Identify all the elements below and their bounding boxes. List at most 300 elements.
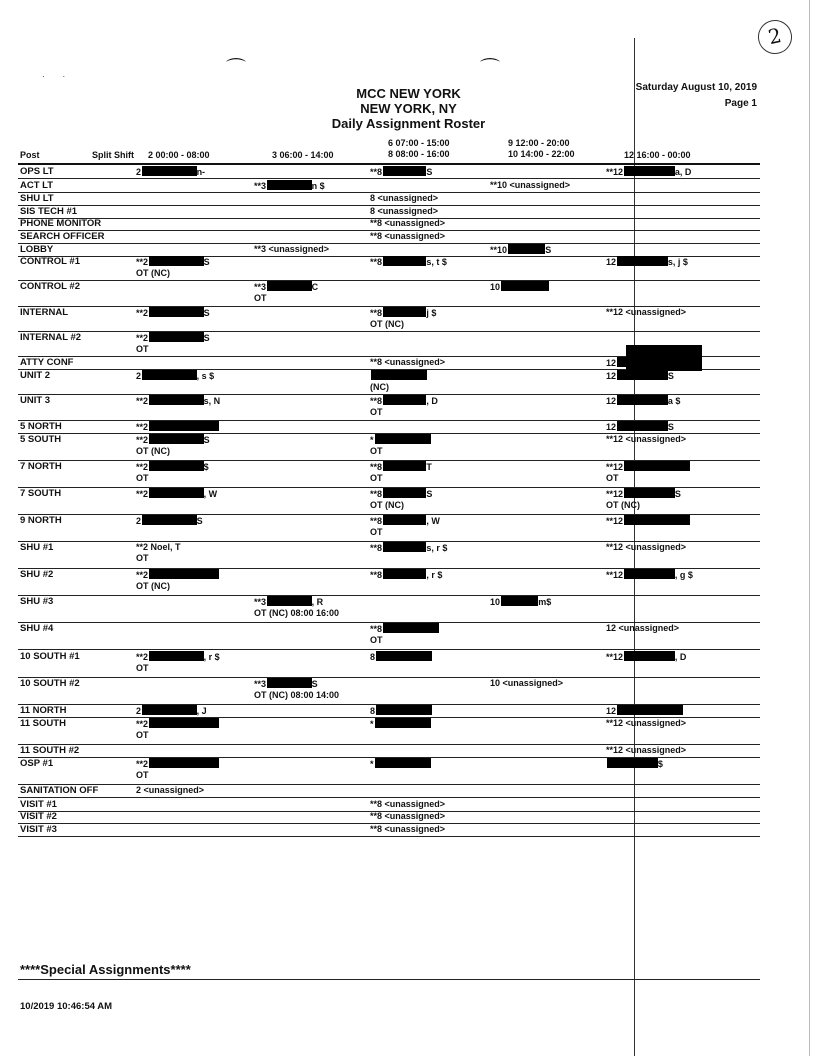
post-name: LOBBY — [20, 244, 54, 255]
table-row — [18, 651, 760, 678]
shift-cell-c12 — [606, 758, 663, 769]
redaction-block — [617, 256, 668, 266]
shift-note: OT — [370, 407, 383, 417]
shift-cell-c12 — [606, 542, 686, 552]
shift-prefix: 10 — [490, 282, 501, 292]
shift-cell-c2 — [136, 461, 209, 483]
shift-cell-c8 — [370, 357, 445, 367]
page-number: Page 1 — [724, 98, 757, 109]
redaction-block — [383, 488, 426, 498]
redaction-block — [267, 596, 312, 606]
table-row — [18, 542, 760, 569]
post-name: INTERNAL #2 — [20, 332, 82, 343]
shift-cell-c12 — [606, 705, 683, 716]
special-assignments-heading: ****Special Assignments**** — [20, 962, 191, 977]
table-row — [18, 718, 760, 745]
shift-prefix: 2 — [136, 167, 142, 177]
shift-cell-c2 — [136, 542, 181, 563]
redaction-block — [376, 705, 432, 715]
post-name: CONTROL #1 — [20, 256, 81, 267]
shift-prefix: 2 — [136, 371, 142, 381]
shift-prefix: 2 — [136, 706, 142, 716]
table-row — [18, 596, 760, 623]
shift-suffix: S — [667, 371, 674, 381]
col-shift-2: 2 00:00 - 08:00 — [148, 150, 210, 160]
shift-suffix: S — [203, 257, 210, 267]
shift-prefix: **12 <unassigned> — [606, 307, 687, 317]
shift-prefix: **8 — [370, 570, 383, 580]
shift-cell-c2 — [136, 307, 210, 318]
post-name: CONTROL #2 — [20, 281, 81, 292]
redaction-block — [267, 281, 312, 291]
shift-cell-c10 — [490, 596, 551, 607]
redaction-block — [501, 596, 538, 606]
post-name: SHU #4 — [20, 623, 54, 634]
redaction-block — [149, 569, 219, 579]
scan-dots: · · — [42, 72, 66, 81]
shift-cell-c2 — [136, 718, 219, 740]
post-name: VISIT #2 — [20, 811, 57, 822]
shift-cell-c8 — [370, 231, 445, 241]
post-name: ACT LT — [20, 180, 54, 191]
shift-cell-c12 — [606, 515, 690, 526]
redaction-block — [142, 705, 197, 715]
shift-prefix: **3 — [254, 181, 267, 191]
post-name: SIS TECH #1 — [20, 206, 78, 217]
shift-prefix: **12 — [606, 516, 624, 526]
redaction-block — [149, 434, 204, 444]
shift-prefix: **12 <unassigned> — [606, 718, 687, 728]
shift-cell-c8 — [370, 307, 436, 329]
shift-cell-c12 — [606, 434, 686, 444]
shift-note: OT (NC) — [136, 268, 170, 278]
shift-prefix: **8 — [370, 516, 383, 526]
shift-suffix: , r $ — [203, 652, 220, 662]
redaction-block — [267, 180, 312, 190]
redaction-block — [142, 515, 197, 525]
redaction-block — [149, 256, 204, 266]
shift-note: (NC) — [370, 382, 389, 392]
redaction-block — [149, 461, 204, 471]
post-name: SEARCH OFFICER — [20, 231, 105, 242]
shift-prefix: 12 <unassigned> — [606, 623, 680, 633]
shift-cell-c12 — [606, 421, 674, 432]
table-row — [18, 488, 760, 515]
shift-prefix: 12 — [606, 257, 617, 267]
shift-prefix: **8 <unassigned> — [370, 357, 446, 367]
shift-prefix: **2 — [136, 396, 149, 406]
post-name: VISIT #3 — [20, 824, 57, 835]
redaction-block — [624, 651, 675, 661]
post-name: SHU #1 — [20, 542, 54, 553]
shift-cell-c8 — [370, 651, 432, 662]
table-row — [18, 623, 760, 650]
post-name: SANITATION OFF — [20, 785, 99, 796]
table-row — [18, 569, 760, 596]
shift-cell-c12 — [606, 718, 686, 728]
redaction-block — [375, 718, 431, 728]
shift-prefix: 8 — [370, 706, 376, 716]
post-name: SHU #3 — [20, 596, 54, 607]
shift-suffix: S — [203, 308, 210, 318]
col-shift-8: 8 08:00 - 16:00 — [388, 149, 450, 159]
redaction-block — [624, 166, 675, 176]
shift-cell-c12 — [606, 488, 681, 510]
shift-note: OT (NC) — [370, 319, 404, 329]
shift-prefix: 12 — [606, 358, 617, 368]
shift-prefix: **8 — [370, 624, 383, 634]
col-shift-9: 9 12:00 - 20:00 — [508, 138, 570, 148]
shift-cell-c8 — [370, 256, 447, 267]
table-row — [18, 758, 760, 785]
shift-prefix: **12 — [606, 489, 624, 499]
redaction-block — [383, 569, 426, 579]
redaction-block — [383, 623, 439, 633]
table-row — [18, 434, 760, 461]
print-timestamp: 10/2019 10:46:54 AM — [20, 1001, 113, 1012]
shift-note: OT (NC) 08:00 16:00 — [254, 608, 340, 618]
shift-prefix: **12 — [606, 652, 624, 662]
shift-prefix: **8 <unassigned> — [370, 799, 446, 809]
redaction-block — [617, 705, 683, 715]
shift-prefix: **12 <unassigned> — [606, 745, 687, 755]
shift-prefix: **2 — [136, 719, 149, 729]
redaction-block — [375, 758, 431, 768]
shift-note: OT — [370, 473, 383, 483]
post-name: UNIT 2 — [20, 370, 51, 381]
post-name: 7 NORTH — [20, 461, 62, 472]
redaction-block — [149, 395, 204, 405]
redaction-block — [149, 332, 204, 342]
shift-prefix: 12 — [606, 422, 617, 432]
shift-cell-c8 — [370, 370, 427, 392]
shift-suffix: n $ — [311, 181, 325, 191]
shift-prefix: **3 <unassigned> — [254, 244, 330, 254]
shift-cell-c2 — [136, 651, 220, 673]
shift-suffix: , r $ — [426, 570, 443, 580]
redaction-block — [267, 678, 312, 688]
shift-suffix: S — [426, 489, 433, 499]
shift-prefix: **8 — [370, 308, 383, 318]
shift-suffix: S — [196, 516, 203, 526]
shift-cell-c2 — [136, 166, 205, 177]
shift-prefix: **8 <unassigned> — [370, 231, 446, 241]
post-name: 7 SOUTH — [20, 488, 62, 499]
post-name: PHONE MONITOR — [20, 218, 102, 229]
shift-cell-c12 — [606, 569, 693, 580]
shift-cell-c8 — [370, 461, 432, 483]
redaction-block — [149, 421, 219, 431]
redaction-block — [626, 345, 702, 371]
shift-cell-c12 — [606, 256, 688, 267]
post-name: SHU #2 — [20, 569, 54, 580]
col-split: Split Shift — [92, 150, 134, 160]
post-name: 10 SOUTH #1 — [20, 651, 80, 662]
shift-cell-c3 — [254, 180, 325, 191]
table-row — [18, 745, 760, 758]
shift-cell-c8 — [370, 799, 445, 809]
table-row — [18, 785, 760, 798]
shift-suffix: , g $ — [674, 570, 693, 580]
col-post: Post — [20, 150, 40, 160]
shift-suffix: , R — [311, 597, 324, 607]
shift-suffix: T — [426, 462, 432, 472]
redaction-block — [617, 370, 668, 380]
header-rule — [18, 163, 760, 165]
shift-prefix: **8 — [370, 257, 383, 267]
shift-prefix: **12 — [606, 462, 624, 472]
shift-cell-c2 — [136, 515, 203, 526]
redaction-block — [375, 434, 431, 444]
shift-prefix: **10 <unassigned> — [490, 180, 571, 190]
shift-prefix: * — [370, 719, 374, 729]
redaction-block — [508, 244, 545, 254]
shift-cell-c8 — [370, 718, 431, 729]
table-row — [18, 193, 760, 206]
redaction-block — [142, 370, 197, 380]
shift-suffix: , D — [426, 396, 438, 406]
shift-cell-c10 — [490, 281, 549, 292]
redaction-block — [501, 281, 549, 291]
shift-prefix: **2 — [136, 435, 149, 445]
shift-prefix: **2 — [136, 257, 149, 267]
shift-cell-c2 — [136, 421, 219, 432]
table-row — [18, 370, 760, 395]
shift-prefix: **2 — [136, 333, 149, 343]
shift-suffix: S — [203, 435, 210, 445]
roster-date: Saturday August 10, 2019 — [635, 82, 757, 93]
shift-prefix: **2 — [136, 652, 149, 662]
redaction-block — [617, 395, 668, 405]
table-row — [18, 705, 760, 718]
redaction-block — [149, 651, 204, 661]
table-row — [18, 461, 760, 488]
shift-cell-c2 — [136, 705, 207, 716]
col-shift-3: 3 06:00 - 14:00 — [272, 150, 334, 160]
redaction-block — [149, 488, 204, 498]
shift-prefix: **12 <unassigned> — [606, 434, 687, 444]
shift-cell-c12 — [606, 745, 686, 755]
shift-note: OT — [370, 527, 383, 537]
shift-suffix: $ — [657, 759, 663, 769]
table-row — [18, 421, 760, 434]
shift-prefix: * — [370, 435, 374, 445]
shift-suffix: m$ — [538, 597, 552, 607]
table-row — [18, 678, 760, 705]
shift-prefix: **8 — [370, 396, 383, 406]
shift-prefix: **12 — [606, 167, 624, 177]
shift-suffix: S — [203, 333, 210, 343]
shift-suffix: S — [667, 422, 674, 432]
post-name: 11 NORTH — [20, 705, 67, 716]
shift-cell-c8 — [370, 569, 442, 580]
shift-cell-c10 — [490, 180, 570, 190]
shift-cell-c8 — [370, 166, 432, 177]
table-row — [18, 824, 760, 837]
col-shift-10: 10 14:00 - 22:00 — [508, 149, 575, 159]
facility-name: MCC NEW YORK — [356, 86, 461, 101]
shift-prefix: 8 <unassigned> — [370, 206, 439, 216]
shift-cell-c8 — [370, 395, 438, 417]
shift-note: OT (NC) — [606, 500, 640, 510]
shift-prefix: 2 — [136, 516, 142, 526]
shift-cell-c2 — [136, 488, 217, 499]
shift-prefix: 10 <unassigned> — [490, 678, 564, 688]
facility-location: NEW YORK, NY — [360, 101, 457, 116]
shift-cell-c8 — [370, 623, 439, 645]
shift-suffix: s, j $ — [667, 257, 688, 267]
shift-prefix: **2 — [136, 489, 149, 499]
shift-cell-c10 — [490, 678, 563, 688]
shift-suffix: , D — [674, 652, 687, 662]
shift-cell-c8 — [370, 811, 445, 821]
shift-cell-c12 — [606, 370, 674, 381]
shift-prefix: **8 <unassigned> — [370, 218, 446, 228]
shift-suffix: S — [426, 167, 433, 177]
post-name: 10 SOUTH #2 — [20, 678, 80, 689]
post-name: 11 SOUTH #2 — [20, 745, 80, 756]
page-edge-line — [809, 0, 810, 1056]
table-row — [18, 281, 760, 307]
shift-cell-c12 — [606, 395, 680, 406]
shift-note: OT — [254, 293, 267, 303]
table-row — [18, 218, 760, 231]
shift-note: OT (NC) — [370, 500, 404, 510]
roster-title: Daily Assignment Roster — [331, 116, 486, 131]
shift-prefix: **2 — [136, 759, 149, 769]
shift-cell-c12 — [606, 623, 679, 633]
shift-suffix: , W — [426, 516, 440, 526]
shift-cell-c8 — [370, 434, 431, 456]
shift-note: OT — [370, 446, 383, 456]
shift-cell-c12 — [606, 461, 690, 483]
redaction-block — [617, 421, 668, 431]
redaction-block — [149, 758, 219, 768]
post-name: OPS LT — [20, 166, 54, 177]
redaction-block — [383, 542, 426, 552]
shift-cell-c2 — [136, 569, 219, 591]
redaction-block — [149, 307, 204, 317]
shift-prefix: **3 — [254, 282, 267, 292]
post-name: SHU LT — [20, 193, 54, 204]
shift-cell-c3 — [254, 678, 339, 700]
redaction-block — [383, 461, 426, 471]
handwritten-page-mark: 2 — [755, 17, 795, 57]
redaction-block — [624, 569, 675, 579]
shift-cell-c2 — [136, 434, 210, 456]
shift-prefix: 8 — [370, 652, 376, 662]
shift-prefix: 12 — [606, 371, 617, 381]
shift-prefix: **2 Noel, T — [136, 542, 181, 552]
post-name: 5 NORTH — [20, 421, 62, 432]
table-row — [18, 256, 760, 281]
shift-cell-c3 — [254, 244, 329, 254]
shift-note: OT — [136, 344, 149, 354]
post-name: 5 SOUTH — [20, 434, 62, 445]
table-row — [18, 180, 760, 193]
shift-cell-c8 — [370, 193, 438, 203]
redaction-block — [624, 488, 675, 498]
shift-note: OT — [136, 663, 149, 673]
post-name: 11 SOUTH — [20, 718, 66, 729]
shift-suffix: s, t $ — [426, 257, 447, 267]
shift-cell-c8 — [370, 206, 438, 216]
redaction-block — [149, 718, 219, 728]
post-name: INTERNAL — [20, 307, 69, 318]
redaction-block — [383, 166, 426, 176]
redaction-block — [624, 515, 690, 525]
shift-cell-c2 — [136, 256, 210, 278]
post-name: VISIT #1 — [20, 799, 57, 810]
shift-prefix: * — [370, 759, 374, 769]
col-shift-12: 12 16:00 - 00:00 — [624, 150, 691, 160]
shift-prefix: **8 — [370, 489, 383, 499]
shift-prefix: **10 — [490, 245, 508, 255]
shift-suffix: a, D — [674, 167, 692, 177]
shift-prefix: 10 — [490, 597, 501, 607]
post-name: 9 NORTH — [20, 515, 62, 526]
shift-cell-c2 — [136, 758, 219, 780]
shift-suffix: S — [311, 679, 318, 689]
shift-note: OT — [136, 473, 149, 483]
shift-cell-c8 — [370, 218, 445, 228]
shift-suffix: a $ — [667, 396, 681, 406]
shift-cell-c8 — [370, 488, 432, 510]
redaction-block — [142, 166, 197, 176]
shift-note: OT — [136, 553, 149, 563]
shift-cell-c8 — [370, 758, 431, 769]
col-shift-6: 6 07:00 - 15:00 — [388, 138, 450, 148]
special-rule — [18, 979, 760, 980]
shift-suffix: , W — [203, 489, 218, 499]
shift-note: OT (NC) — [136, 446, 170, 456]
shift-suffix: n- — [196, 167, 206, 177]
shift-prefix: **8 — [370, 167, 383, 177]
table-row — [18, 395, 760, 421]
shift-cell-c2 — [136, 785, 204, 795]
shift-suffix: S — [674, 489, 681, 499]
shift-suffix: , J — [196, 706, 207, 716]
redaction-block — [383, 256, 426, 266]
shift-prefix: **3 — [254, 597, 267, 607]
shift-cell-c8 — [370, 705, 432, 716]
redaction-block — [607, 758, 658, 768]
shift-note: OT (NC) 08:00 14:00 — [254, 690, 340, 700]
shift-suffix: s, r $ — [426, 543, 448, 553]
shift-prefix: **3 — [254, 679, 267, 689]
shift-prefix: **2 — [136, 462, 149, 472]
shift-prefix: 12 — [606, 396, 617, 406]
shift-cell-c3 — [254, 596, 339, 618]
shift-prefix: 12 — [606, 706, 617, 716]
post-name: UNIT 3 — [20, 395, 51, 406]
scan-mark-right: ⌒ — [480, 58, 500, 80]
redaction-block — [624, 461, 690, 471]
shift-prefix: **12 <unassigned> — [606, 542, 687, 552]
shift-cell-c8 — [370, 515, 440, 537]
shift-prefix: **8 <unassigned> — [370, 824, 446, 834]
redaction-block — [376, 651, 432, 661]
redaction-block — [383, 307, 426, 317]
shift-prefix: 8 <unassigned> — [370, 193, 439, 203]
redaction-block — [383, 395, 426, 405]
shift-suffix: , s $ — [196, 371, 215, 381]
table-row — [18, 515, 760, 542]
shift-prefix: **8 <unassigned> — [370, 811, 446, 821]
shift-prefix: **8 — [370, 543, 383, 553]
shift-note: OT (NC) — [136, 581, 170, 591]
shift-suffix: j $ — [426, 308, 437, 318]
